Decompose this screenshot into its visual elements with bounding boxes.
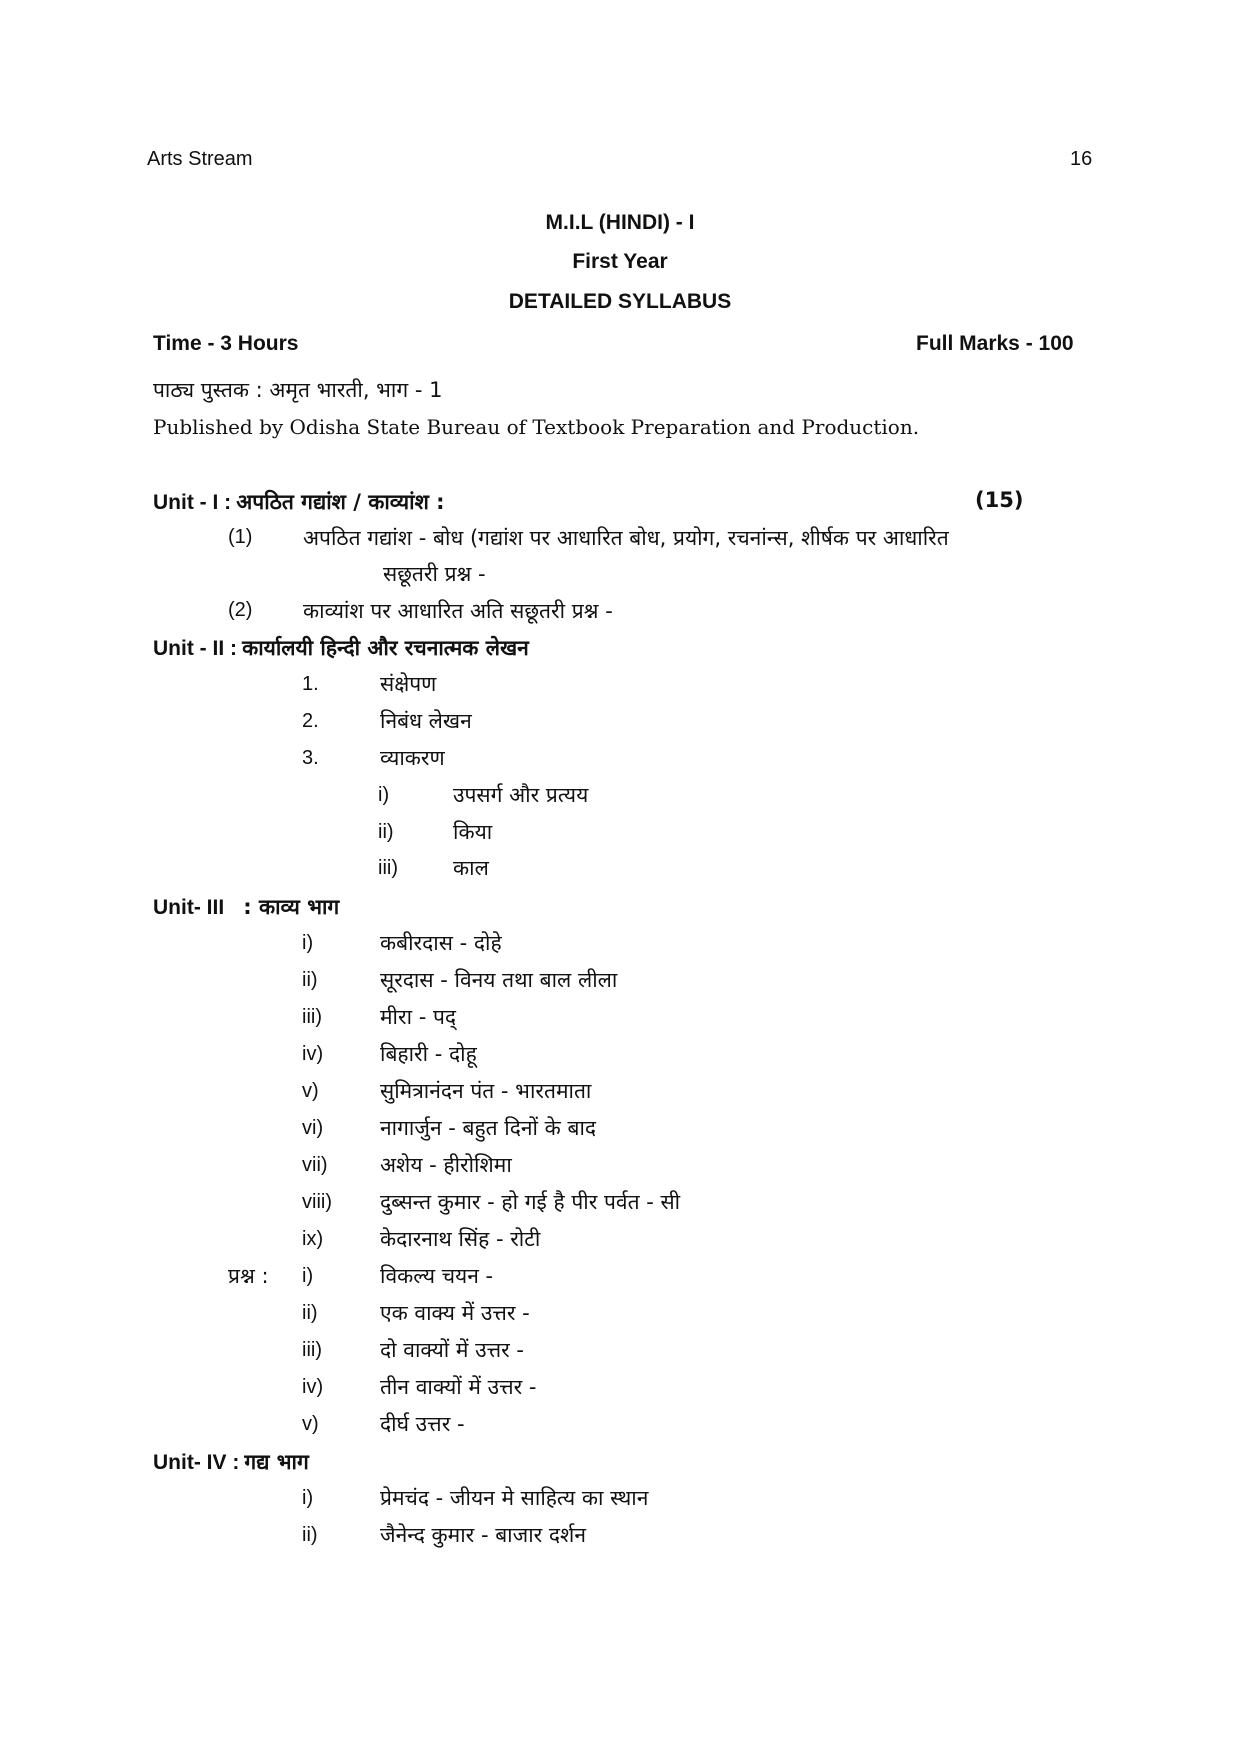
unit2-heading: [153, 634, 529, 662]
unit4-item-2-text: जैनेन्द कुमार - बाजार दर्शन: [380, 1523, 586, 1547]
unit2-label: Unit - II :: [153, 637, 237, 660]
unit2-title: कार्यालयी हिन्दी और रचनात्मक लेखन: [242, 636, 529, 660]
unit3-label: Unit- III: [153, 896, 225, 919]
unit2-sub-3-text: काल: [453, 856, 489, 880]
unit3-item-8-text: दुब्सन्त कुमार - हो गई है पीर पर्वत - सी: [380, 1190, 681, 1214]
unit1-marks: (15): [975, 488, 1024, 512]
question-3-text: दो वाक्यों में उत्तर -: [380, 1338, 525, 1362]
unit3-item-4-text: बिहारी - दोहू: [380, 1042, 477, 1066]
question-4-num: iv): [302, 1376, 324, 1398]
unit1-label: Unit - I :: [153, 491, 232, 514]
unit3-item-3-num: iii): [302, 1006, 322, 1028]
unit3-item-9-num: ix): [302, 1228, 324, 1250]
question-3-num: iii): [302, 1339, 322, 1361]
question-2-num: ii): [302, 1302, 318, 1324]
question-1-text: विकल्य चयन -: [380, 1264, 494, 1288]
textbook-line: पाठ्य पुस्तक : अमृत भारती, भाग - 1: [153, 378, 443, 402]
stream-label: Arts Stream: [147, 148, 253, 170]
unit3-item-3-text: मीरा - पद्: [380, 1005, 457, 1029]
marks-label: Full Marks - 100: [916, 332, 1074, 355]
unit2-item-1-num: 1.: [302, 673, 319, 695]
unit2-sub-3-num: iii): [378, 857, 398, 879]
syllabus-title: DETAILED SYLLABUS: [508, 290, 732, 313]
subject-title: M.I.L (HINDI) - I: [545, 211, 695, 234]
page-number: 16: [1070, 148, 1093, 170]
publisher-line: Published by Odisha State Bureau of Textbook Preparation and Production.: [153, 415, 920, 439]
unit3-item-7-num: vii): [302, 1154, 328, 1176]
unit2-sub-2-num: ii): [378, 821, 394, 843]
time-label: Time - 3 Hours: [153, 332, 299, 355]
unit4-heading: [153, 1448, 309, 1476]
unit1-heading: [153, 488, 445, 516]
unit3-item-6-text: नागार्जुन - बहुत दिनों के बाद: [380, 1116, 597, 1140]
unit3-item-6-num: vi): [302, 1117, 324, 1139]
unit2-item-2-text: निबंध लेखन: [380, 709, 472, 733]
unit3-item-2-num: ii): [302, 969, 318, 991]
unit1-item-1-num: (1): [228, 526, 253, 548]
unit3-item-4-num: iv): [302, 1043, 324, 1065]
unit4-label: Unit- IV :: [153, 1451, 240, 1474]
unit4-item-1-text: प्रेमचंद - जीयन मे साहित्य का स्थान: [380, 1486, 649, 1510]
unit3-item-7-text: अशेय - हीरोशिमा: [380, 1153, 512, 1177]
unit2-sub-1-num: i): [378, 784, 390, 806]
unit4-item-2-num: ii): [302, 1524, 318, 1546]
unit3-heading: [153, 893, 339, 921]
unit3-item-9-text: केदारनाथ सिंह - रोटी: [380, 1227, 541, 1251]
question-label: प्रश्न :: [228, 1264, 269, 1288]
unit1-item-2-text: काव्यांश पर आधारित अति सछूतरी प्रश्न -: [303, 599, 613, 623]
unit4-item-1-num: i): [302, 1487, 314, 1509]
question-4-text: तीन वाक्यों में उत्तर -: [380, 1375, 537, 1399]
unit3-item-1-text: कबीरदास - दोहे: [380, 931, 502, 955]
unit1-item-1-cont: सछूतरी प्रश्न -: [383, 562, 486, 586]
unit4-title: गद्य भाग: [244, 1450, 309, 1474]
question-5-text: दीर्घ उत्तर -: [380, 1412, 465, 1436]
unit3-item-8-num: viii): [302, 1191, 332, 1213]
unit3-title: : काव्य भाग: [243, 895, 340, 919]
unit3-item-2-text: सूरदास - विनय तथा बाल लीला: [380, 968, 618, 992]
year-title: First Year: [572, 250, 668, 273]
unit2-item-3-num: 3.: [302, 747, 319, 769]
unit2-sub-1-text: उपसर्ग और प्रत्यय: [453, 783, 589, 807]
unit1-item-1-text: अपठित गद्यांश - बोध (गद्यांश पर आधारित बोध, प्रयोग, रचनांन्स, शीर्षक पर आधारित: [303, 526, 949, 550]
unit1-item-2-num: (2): [228, 599, 253, 621]
unit3-item-5-text: सुमित्रानंदन पंत - भारतमाता: [380, 1079, 592, 1103]
unit2-item-1-text: संक्षेपण: [380, 672, 437, 696]
unit3-item-1-num: i): [302, 932, 314, 954]
unit2-item-3-text: व्याकरण: [380, 746, 445, 770]
question-2-text: एक वाक्य में उत्तर -: [380, 1301, 530, 1325]
unit1-title: अपठित गद्यांश / काव्यांश :: [236, 490, 445, 514]
question-1-num: i): [302, 1265, 314, 1287]
unit2-sub-2-text: किया: [453, 820, 493, 844]
unit2-item-2-num: 2.: [302, 710, 319, 732]
question-5-num: v): [302, 1413, 319, 1435]
unit3-item-5-num: v): [302, 1080, 319, 1102]
